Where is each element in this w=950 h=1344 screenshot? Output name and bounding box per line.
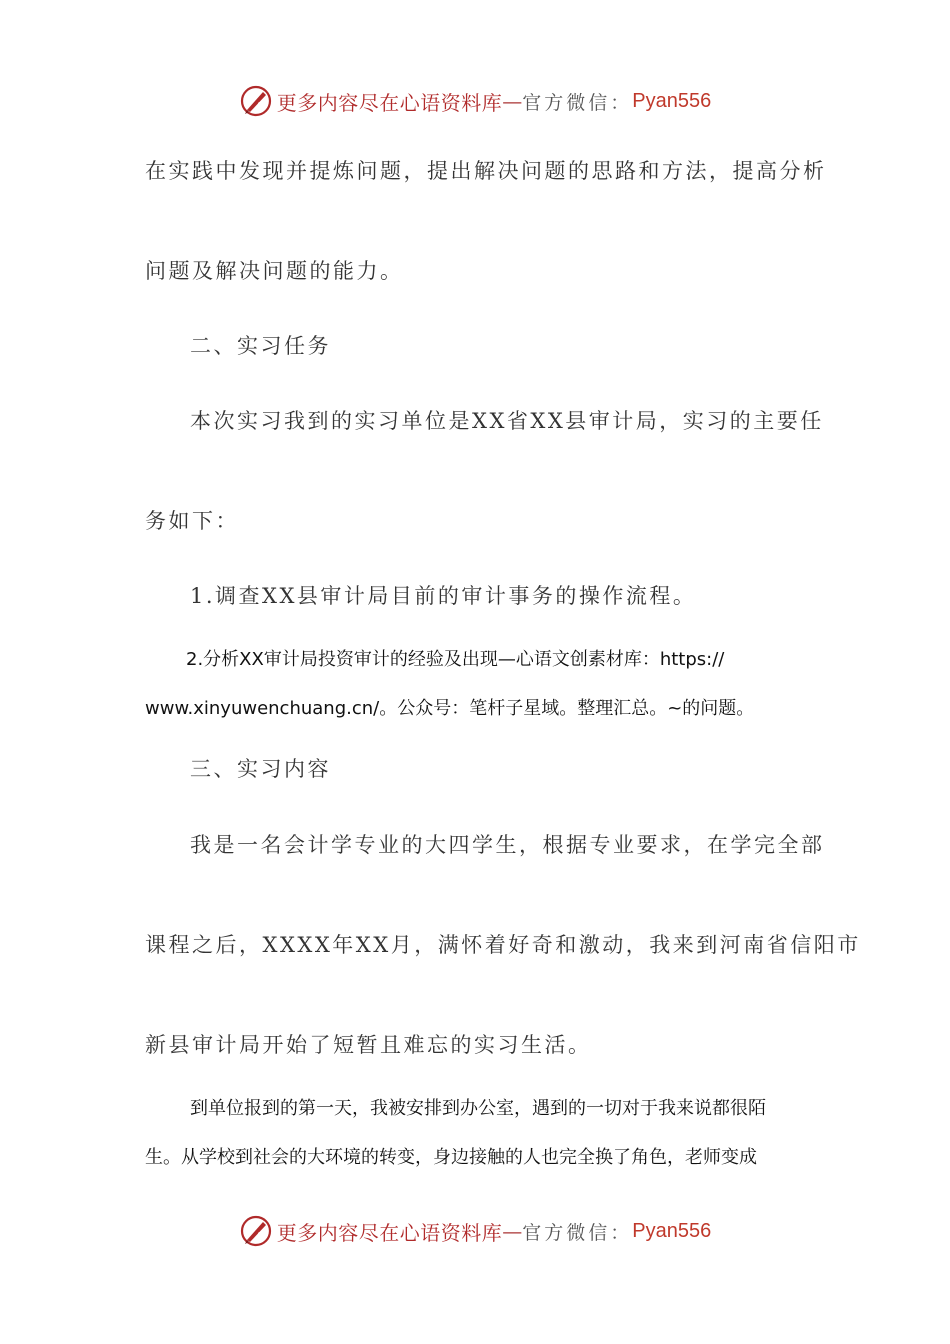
banner-separator: — [502, 89, 523, 113]
banner-title: 更多内容尽在心语资料库 [276, 1220, 503, 1245]
banner-title: 更多内容尽在心语资料库 [276, 90, 503, 115]
body-line: 到单位报到的第一天，我被安排到办公室，遇到的一切对于我来说都很陌 [190, 1098, 766, 1119]
quill-logo-icon [239, 1214, 273, 1248]
body-line: 新县审计局开始了短暂且难忘的实习生活。 [145, 1033, 592, 1057]
page-header-banner [0, 84, 950, 118]
quill-logo-icon [239, 84, 273, 118]
list-item: 1.调查XX县审计局目前的审计事务的操作流程。 [190, 584, 697, 608]
section-heading: 二、实习任务 [190, 334, 331, 358]
banner-wechat-label: 官方微信： [522, 91, 633, 114]
list-item: 2.分析XX审计局投资审计的经验及出现—心语文创素材库：https:// [186, 649, 725, 670]
banner [239, 84, 711, 118]
body-line: 在实践中发现并提炼问题，提出解决问题的思路和方法，提高分析 [145, 159, 827, 183]
body-line: www.xinyuwenchuang.cn/。公众号：笔杆子星域。整理汇总。~的问题。 [145, 698, 755, 719]
body-line: 务如下： [145, 509, 239, 533]
section-heading: 三、实习内容 [190, 757, 331, 781]
banner [239, 1214, 711, 1248]
page-footer-banner [0, 1214, 950, 1248]
body-line: 问题及解决问题的能力。 [145, 259, 404, 283]
body-line: 生。从学校到社会的大环境的转变，身边接触的人也完全换了角色，老师变成 [145, 1147, 757, 1168]
body-line: 本次实习我到的实习单位是XX省XX县审计局，实习的主要任 [190, 409, 824, 433]
banner-wechat-id: Pyan556 [632, 1219, 712, 1242]
body-line: 课程之后，XXXX年XX月，满怀着好奇和激动，我来到河南省信阳市 [145, 933, 861, 957]
banner-wechat-label: 官方微信： [522, 1221, 633, 1244]
banner-wechat-id: Pyan556 [632, 89, 712, 112]
banner-separator: — [502, 1219, 523, 1243]
body-line: 我是一名会计学专业的大四学生，根据专业要求，在学完全部 [190, 833, 825, 857]
